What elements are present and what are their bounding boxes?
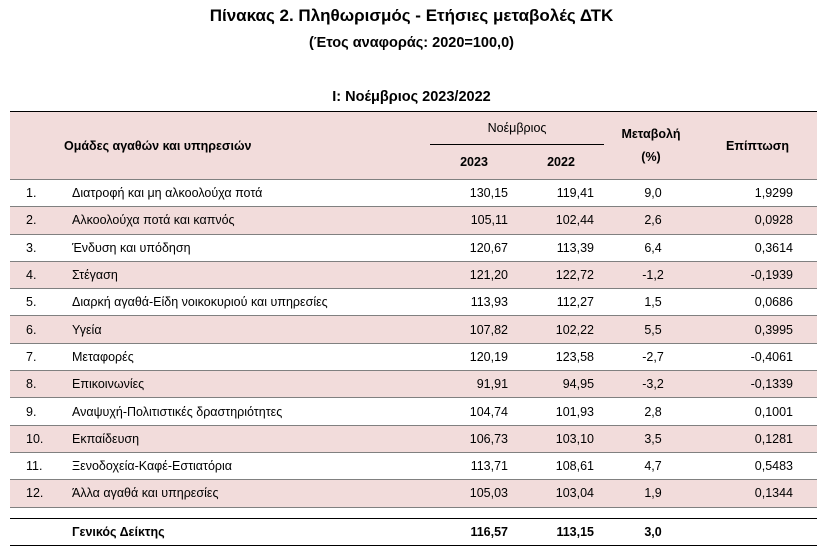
row-label: Διαρκή αγαθά-Είδη νοικοκυριού και υπηρεσίες xyxy=(52,289,430,316)
table-title: Πίνακας 2. Πληθωρισμός - Ετήσιες μεταβολές ΔΤΚ xyxy=(209,6,614,25)
row-value-2023: 105,03 xyxy=(430,480,518,507)
row-value-2022: 101,93 xyxy=(518,398,604,425)
header-weight: Επίπτωση xyxy=(698,112,817,180)
table-row xyxy=(10,234,817,261)
row-value-2022: 108,61 xyxy=(518,452,604,479)
total-row xyxy=(10,518,817,545)
row-value-2022: 103,10 xyxy=(518,425,604,452)
row-label: Επικοινωνίες xyxy=(52,371,430,398)
row-value-2023: 113,71 xyxy=(430,452,518,479)
total-value-2023: 116,57 xyxy=(430,518,518,545)
row-weight: -0,1939 xyxy=(698,261,817,288)
table-row xyxy=(10,371,817,398)
row-value-2023: 130,15 xyxy=(430,180,518,207)
row-change: 1,9 xyxy=(604,480,698,507)
table-row xyxy=(10,343,817,370)
row-value-2022: 113,39 xyxy=(518,234,604,261)
row-number: 8. xyxy=(10,371,52,398)
total-change: 3,0 xyxy=(604,518,698,545)
row-change: -2,7 xyxy=(604,343,698,370)
row-change: 3,5 xyxy=(604,425,698,452)
row-weight: -0,1339 xyxy=(698,371,817,398)
row-weight: 0,0928 xyxy=(698,207,817,234)
row-number: 5. xyxy=(10,289,52,316)
row-weight: 0,1281 xyxy=(698,425,817,452)
row-weight: 0,1344 xyxy=(698,480,817,507)
row-number: 9. xyxy=(10,398,52,425)
row-value-2022: 94,95 xyxy=(518,371,604,398)
row-value-2022: 112,27 xyxy=(518,289,604,316)
row-value-2023: 113,93 xyxy=(430,289,518,316)
row-value-2022: 122,72 xyxy=(518,261,604,288)
row-number: 12. xyxy=(10,480,52,507)
row-value-2023: 91,91 xyxy=(430,371,518,398)
header-groups: Ομάδες αγαθών και υπηρεσιών xyxy=(10,112,430,180)
row-change: -1,2 xyxy=(604,261,698,288)
row-change: 9,0 xyxy=(604,180,698,207)
row-value-2023: 104,74 xyxy=(430,398,518,425)
row-weight: 0,1001 xyxy=(698,398,817,425)
total-label: Γενικός Δείκτης xyxy=(52,518,430,545)
row-value-2023: 120,19 xyxy=(430,343,518,370)
table-row xyxy=(10,398,817,425)
header-year-2022: 2022 xyxy=(518,144,604,180)
header-month: Νοέμβριος xyxy=(430,112,604,145)
row-weight: 0,0686 xyxy=(698,289,817,316)
row-number: 7. xyxy=(10,343,52,370)
row-value-2022: 102,22 xyxy=(518,316,604,343)
table-row xyxy=(10,452,817,479)
table-row xyxy=(10,207,817,234)
row-number: 10. xyxy=(10,425,52,452)
row-change: 1,5 xyxy=(604,289,698,316)
row-label: Εκπαίδευση xyxy=(52,425,430,452)
row-number: 6. xyxy=(10,316,52,343)
row-change: 5,5 xyxy=(604,316,698,343)
row-label: Άλλα αγαθά και υπηρεσίες xyxy=(52,480,430,507)
row-weight: -0,4061 xyxy=(698,343,817,370)
row-value-2022: 119,41 xyxy=(518,180,604,207)
header-year-2023: 2023 xyxy=(430,144,518,180)
row-weight: 0,3614 xyxy=(698,234,817,261)
row-change: 2,6 xyxy=(604,207,698,234)
total-number xyxy=(10,518,52,545)
row-label: Αλκοολούχα ποτά και καπνός xyxy=(52,207,430,234)
table-row xyxy=(10,261,817,288)
row-weight: 1,9299 xyxy=(698,180,817,207)
row-value-2023: 121,20 xyxy=(430,261,518,288)
total-value-2022: 113,15 xyxy=(518,518,604,545)
row-value-2023: 120,67 xyxy=(430,234,518,261)
table-subtitle: (Έτος αναφοράς: 2020=100,0) xyxy=(309,35,514,51)
total-weight xyxy=(698,518,817,545)
row-label: Ένδυση και υπόδηση xyxy=(52,234,430,261)
table-row xyxy=(10,425,817,452)
row-label: Μεταφορές xyxy=(52,343,430,370)
header-change: Μεταβολή xyxy=(604,112,698,145)
row-label: Ξενοδοχεία-Καφέ-Εστιατόρια xyxy=(52,452,430,479)
row-number: 1. xyxy=(10,180,52,207)
header-change-unit: (%) xyxy=(604,144,698,180)
spacer-row xyxy=(10,507,817,518)
row-value-2023: 105,11 xyxy=(430,207,518,234)
row-change: 4,7 xyxy=(604,452,698,479)
row-number: 3. xyxy=(10,234,52,261)
row-value-2023: 106,73 xyxy=(430,425,518,452)
row-label: Στέγαση xyxy=(52,261,430,288)
row-number: 4. xyxy=(10,261,52,288)
row-change: 6,4 xyxy=(604,234,698,261)
table-row xyxy=(10,316,817,343)
row-label: Αναψυχή-Πολιτιστικές δραστηριότητες xyxy=(52,398,430,425)
row-weight: 0,5483 xyxy=(698,452,817,479)
row-value-2022: 123,58 xyxy=(518,343,604,370)
row-number: 11. xyxy=(10,452,52,479)
row-value-2023: 107,82 xyxy=(430,316,518,343)
table-row xyxy=(10,289,817,316)
row-change: -3,2 xyxy=(604,371,698,398)
row-weight: 0,3995 xyxy=(698,316,817,343)
table-row xyxy=(10,480,817,507)
table-row xyxy=(10,180,817,207)
row-label: Διατροφή και μη αλκοολούχα ποτά xyxy=(52,180,430,207)
row-value-2022: 102,44 xyxy=(518,207,604,234)
row-label: Υγεία xyxy=(52,316,430,343)
inflation-table xyxy=(10,111,817,546)
row-value-2022: 103,04 xyxy=(518,480,604,507)
section-title: I: Νοέμβριος 2023/2022 xyxy=(332,89,491,105)
table-body xyxy=(10,180,817,546)
row-number: 2. xyxy=(10,207,52,234)
row-change: 2,8 xyxy=(604,398,698,425)
